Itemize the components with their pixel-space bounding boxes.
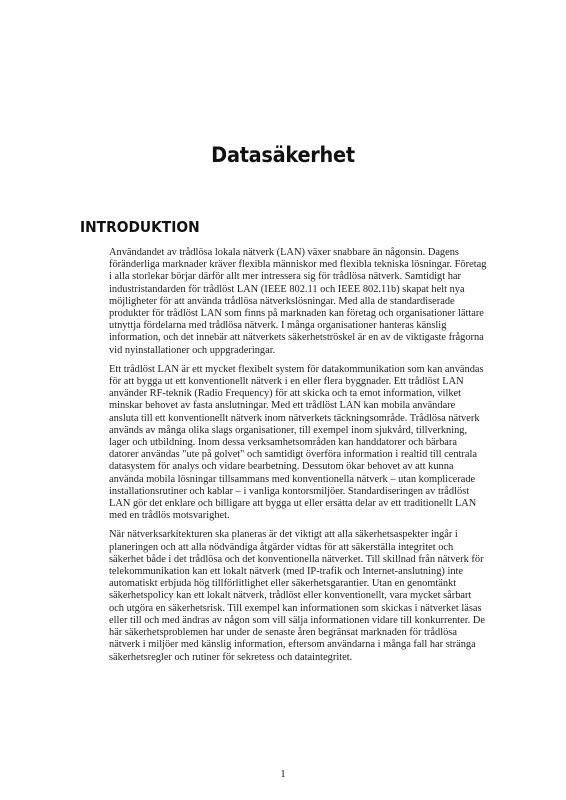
- section-heading: INTRODUKTION: [80, 218, 200, 236]
- paragraph-1: Användandet av trådlösa lokala nätverk (LAN) växer snabbare än någonsin. Dagens föränderliga marknader kräver flexibla människor med flexibla tekniska lösningar. Företag i alla storlekar börjar därför allt mer intressera sig för trådlösa nätverk. Samtidigt har industristandarden för trådlöst LAN (IEEE 802.11 och IEEE 802.11b) skapat helt nya möjligheter för att använda trådlösa nätverkslösningar. Med alla de standardiserade produkter för trådlöst LAN som finns på marknaden kan företag och organisationer lättare utnyttja fördelarna med trådlösa nätverk. I många organisationer hanteras känslig information, och det innebär att nätverkets säkerhetströskel är en av de viktigaste frågorna vid nyinstallationer och uppgraderingar.: [109, 247, 487, 356]
- page-title: Datasäkerhet: [211, 143, 355, 167]
- paragraph-3: När nätverksarkitekturen ska planeras är det viktigt att alla säkerhetsaspekter ingår i planeringen och att alla nödvändiga åtgärder vidtas för att säkerställa integritet och säkerhet både i det trådlösa och det konventionella nätverket. Till skillnad från nätverk för telekommunikation kan ett lokalt nätverk (med IP-trafik och Internet-anslutning) inte automatiskt erbjuda hög tillförlitlighet eller säkerhetsgarantier. Utan en genomtänkt säkerhetspolicy kan ett lokalt nätverk, trådlöst eller konventionellt, vara mycket sårbart och utgöra en säkerhetsrisk. Till exempel kan informationen som skickas i nätverket läsas eller till och med ändras av någon som vill sälja informationen vidare till konkurrenter. De här säkerhetsproblemen har under de senaste åren begränsat marknaden för trådlösa nätverk i miljöer med känslig information, eftersom användarna i många fall har stränga säkerhetsregler och rutiner för sekretess och dataintegritet.: [109, 529, 485, 663]
- body-text: [109, 247, 487, 671]
- page-number: 1: [280, 768, 286, 780]
- paragraph-2: Ett trådlöst LAN är ett mycket flexibelt system för datakommunikation som kan användas för att bygga ut ett konventionellt nätverk i en eller flera byggnader. Ett trådlöst LAN använder RF-teknik (Radio Frequency) för att skicka och ta emot information, vilket minskar behovet av fasta anslutningar. Med ett trådlöst LAN kan mobila användare ansluta till ett konventionellt nätverk inom nätverkets täckningsområde. Trådlösa nätverk används av många olika slags organisationer, till exempel inom sjukvård, tillverkning, lager och utbildning. Inom dessa verksamhetsområden kan handdatorer och bärbara datorer användas "ute på golvet" och samtidigt överföra information i realtid till centrala datasystem för analys och vidare bearbetning. Dessutom ökar behovet av att kunna använda mobila lösningar tillsammans med konventionella nätverk – utan komplicerade installationsrutiner och kablar – i vanliga kontorsmiljöer. Standardiseringen av trådlöst LAN gör det enklare och billigare att bygga ut eller ersätta delar av ett traditionellt LAN med en trådlös motsvarighet.: [109, 363, 484, 522]
